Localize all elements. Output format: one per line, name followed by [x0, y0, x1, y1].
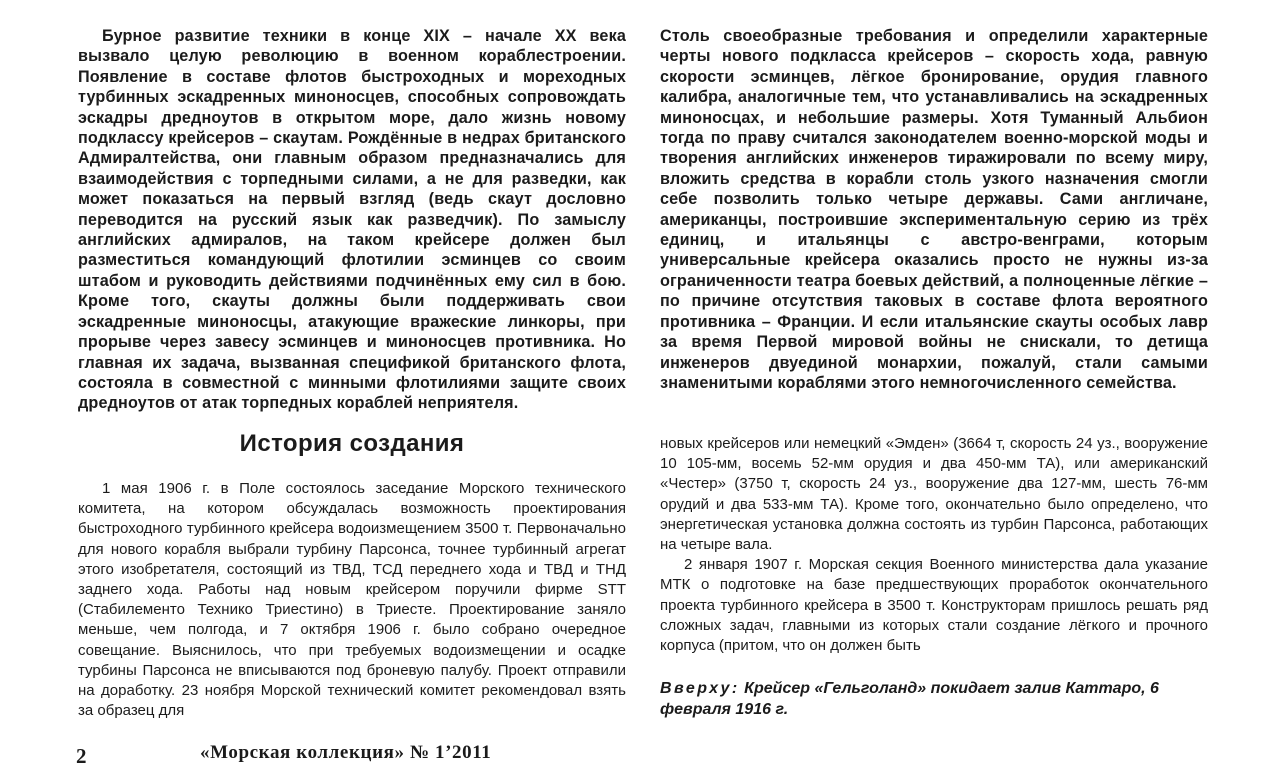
section-heading: История создания	[239, 430, 465, 457]
caption-text: Крейсер «Гельголанд» покидает залив Каттаро, 6 февраля 1916 г.	[660, 680, 1159, 718]
body-paragraph-continued: новых крейсеров или немецкий «Эмден» (3664 т, скорость 24 уз., вооружение 10 105-мм, восемь 52-мм орудия и два 450-мм ТА), или американский «Честер» (3750 т, скорость 24 уз., вооружение два 127-мм, шесть 76-мм орудий и два 533-мм ТА). Кроме того, окончательно было определено, что энергетическая установка должна состоять из турбин Парсонса, работающих на четыре вала.	[660, 435, 1208, 554]
body-column-left	[78, 479, 626, 721]
intro-paragraph-left: Бурное развитие техники в конце XIX – начале XX века вызвало целую революцию в военном кораблестроении. Появление в составе флотов быстроходных и мореходных турбинных эскадренных миноносцев, способных сопровождать эскадры дредноутов в открытом море, дало жизнь новому подклассу крейсеров – скаутам. Рождённые в недрах британского Адмиралтейства, они главным образом предназначались для взаимодействия с торпедными силами, а не для разведки, как может показаться на первый взгляд (ведь скаут дословно переводится на русский язык как разведчик). По замыслу английских адмиралов, на таком крейсере должен был разместиться командующий флотилии эсминцев со своим штабом и руководить действиями подчинённых ему сил в бою. Кроме того, скауты должны были поддерживать свои эскадренные миноносцы, атакующие вражеские линкоры, при прорыве через завесу эсминцев и миноносцев противника. Но главная их задача, вызванная спецификой британского флота, состояла в совместной с минными флотилиями защите своих дредноутов от атак торпедных кораблей неприятеля.	[78, 27, 626, 413]
body-paragraph: 1 мая 1906 г. в Поле состоялось заседание Морского технического комитета, на котором обсуждалась возможность проектирования быстроходного турбинного крейсера водоизмещением 3500 т. Первоначально для нового корабля выбрали турбину Парсонса, точнее турбинный агрегат этого изобретателя, состоящий из ТВД, ТСД переднего хода и ТВД и ТНД заднего хода. Работы над новым крейсером поручили фирме STT (Стабилементо Технико Триестино) в Триесте. Проектирование заняло меньше, чем полгода, и 7 октября 1906 г. было собрано очередное совещание. Выяснилось, что при требуемых водоизмещении и осадке турбины Парсонса не вписываются под броневую палубу. Проект отправили на доработку. 23 ноября Морской технический комитет рекомендовал взять за образец для	[78, 480, 626, 720]
journal-title: «Морская коллекция» № 1’2011	[200, 742, 492, 763]
page-number: 2	[76, 744, 87, 768]
body-column-right	[660, 434, 1208, 656]
photo-caption	[660, 678, 1208, 720]
caption-lead: Вверху:	[660, 680, 740, 697]
body-paragraph: 2 января 1907 г. Морская секция Военного министерства дала указание МТК о подготовке на базе предшествующих проработок окончательного проекта турбинного крейсера в 3500 т. Конструкторам пришлось решать ряд сложных задач, главными из которых стали создание лёгкого и прочного корпуса (притом, что он должен быть	[660, 556, 1208, 655]
intro-paragraph-right: Столь своеобразные требования и определили характерные черты нового подкласса крейсеров – скорость хода, равную скорости эсминцев, лёгкое бронирование, орудия главного калибра, аналогичные тем, что устанавливались на эскадренных миноносцах, и небольшие размеры. Хотя Туманный Альбион тогда по праву считался законодателем военно-морской моды и творения английских инженеров тиражировали по всему миру, вложить средства в корабли столь узкого назначения смогли себе позволить только четыре державы. Сами англичане, американцы, построившие экспериментальную серию из трёх единиц, и итальянцы с австро-венграми, которым универсальные крейсера оказались просто не нужны из-за ограниченности театра боевых действий, а полноценные лёгкие – по причине отсутствия таковых в составе флота вероятного противника – Франции. И если итальянские скауты особых лавр за время Первой мировой войны не снискали, то детища инженеров двуединой монархии, пожалуй, стали самыми знаменитыми кораблями этого немногочисленного семейства.	[660, 27, 1208, 392]
